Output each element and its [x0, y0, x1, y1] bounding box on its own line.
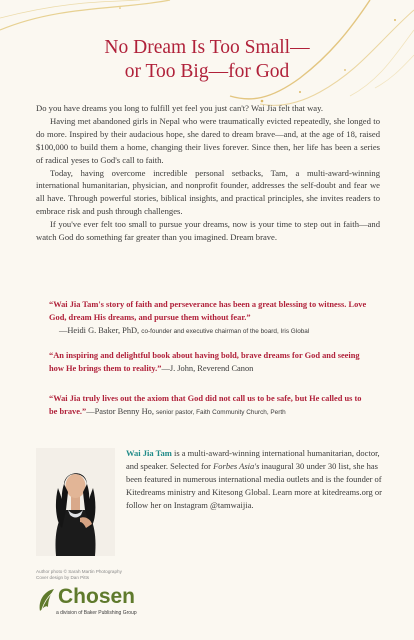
publisher-name: Chosen — [58, 585, 136, 608]
chosen-leaf-icon — [36, 587, 58, 613]
endorsement-3 — [49, 392, 371, 419]
publisher-division: a division of Baker Publishing Group — [56, 610, 137, 616]
endorsement-quote: “Wai Jia truly lives out the axiom that God did not call us to be safe, but He called us to be brave.” — [49, 394, 362, 416]
publisher-logo — [36, 585, 196, 624]
title-line-2: or Too Big—for God — [124, 61, 290, 82]
author-photo — [36, 448, 115, 556]
paragraph: Do you have dreams you long to fulfill yet feel you just can't? Wai Jia felt that way. — [36, 103, 323, 113]
bio-text: is a multi-award-winning international humanitarian, doctor, and speaker. Selected for — [126, 448, 380, 471]
cover-credits — [36, 569, 122, 582]
bio-magazine: Forbes Asia's — [213, 461, 260, 471]
endorsement-author: —J. John, Reverend Canon — [161, 364, 254, 373]
paragraph: If you've ever felt too small to pursue your dreams, now is your time to step out in faith—and watch God do something far greater than you imagined. Dream brave. — [36, 219, 380, 243]
design-credit: Cover design by Dan Pitts — [36, 575, 90, 581]
title-line-1: No Dream Is Too Small— — [104, 37, 310, 58]
endorsement-1 — [49, 298, 371, 338]
author-bio — [126, 447, 386, 512]
bio-text: inaugural 30 under 30 list, she has been featured in numerous international media outlets and is the founder of Kitedreams ministry and Kitesong Global. Learn more at kitedreams.org or follow her on Instagram @tamwaijia. — [126, 461, 382, 510]
author-name: Wai Jia Tam — [126, 448, 172, 458]
endorsement-author: —Pastor Benny Ho, — [86, 407, 154, 416]
endorsement-quote: “An inspiring and delightful book about having bold, brave dreams for God and seeing how He brings them to reality.” — [49, 351, 360, 373]
endorsement-author: —Heidi G. Baker, PhD, — [59, 326, 140, 335]
back-cover-title — [0, 36, 414, 84]
paragraph: Having met abandoned girls in Nepal who were traumatically evicted repeatedly, she longed to do more. Inspired by their audacious hope, she dared to dream brave—and, at the age of 18, raised $100,000 to build them a home, changing their lives forever. Since then, her life has been a series of radical yeses to God's call to faith. — [36, 115, 380, 165]
photo-credit: Author photo © Sarah Martin Photography — [36, 569, 122, 574]
endorsement-role: senior pastor, Faith Community Church, Perth — [156, 409, 286, 416]
endorsement-role: co-founder and executive chairman of the board, Iris Global — [141, 328, 310, 335]
endorsement-quote: “Wai Jia Tam's story of faith and perseverance has been a great blessing to witness. Love God, dream His dreams, and pursue them without fear.” — [49, 300, 367, 322]
paragraph: Today, having overcome incredible personal setbacks, Tam, a multi-award-winning international humanitarian, physician, and nonprofit founder, addresses the self-doubt and fear we all have. Through powerful stories, biblical insights, and practical principles, she invites readers to embrace risk and push through challenges. — [36, 167, 380, 217]
description — [36, 102, 380, 244]
endorsement-2 — [49, 349, 371, 375]
